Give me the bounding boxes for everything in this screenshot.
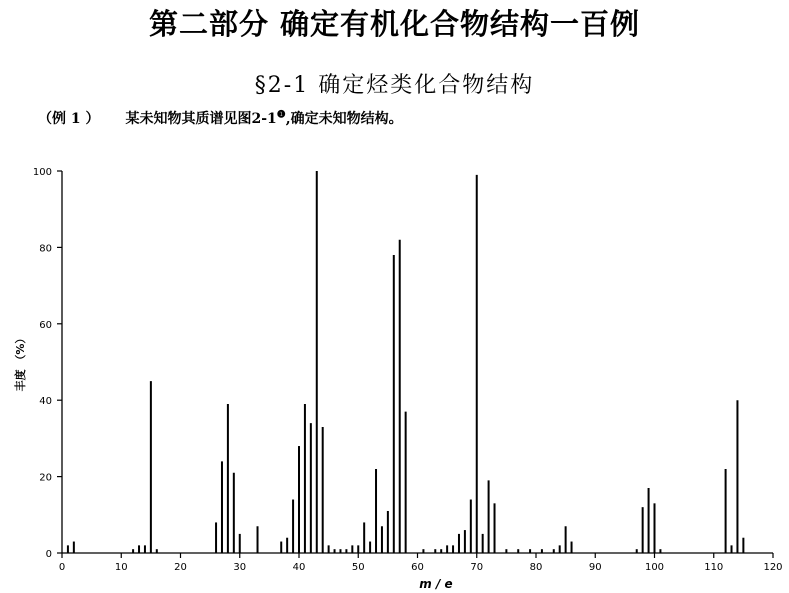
x-tick-label: 100: [644, 562, 665, 573]
x-tick-label: 60: [411, 562, 424, 573]
y-tick-label: 60: [39, 319, 52, 331]
x-tick-label: 40: [292, 562, 306, 573]
y-tick-label: 80: [39, 243, 52, 255]
footnote-mark: ❶: [276, 109, 286, 121]
x-tick-label: 90: [588, 562, 602, 573]
y-axis-label: 丰度 （%）: [14, 332, 27, 392]
peak-series: [68, 171, 743, 553]
x-tick-label: 20: [174, 562, 187, 573]
x-tick-label: 110: [704, 562, 724, 573]
y-tick-label: 100: [32, 167, 52, 178]
section-title: §2-1 确定烃类化合物结构: [254, 73, 535, 98]
y-tick-label: 0: [45, 549, 52, 560]
y-tick-label: 40: [39, 396, 52, 408]
y-tick-label: 20: [39, 472, 52, 484]
example-statement: [38, 108, 403, 128]
x-tick-label: 10: [114, 562, 128, 573]
example-text: 某未知物其质谱见图2-1: [125, 111, 277, 127]
x-ticks: [59, 553, 783, 573]
mass-spectrum-chart: [0, 150, 789, 593]
x-tick-label: 30: [233, 562, 247, 573]
example-text-end: ,确定未知物结构。: [285, 111, 403, 127]
part-title: 第二部分 确定有机化合物结构一百例: [148, 7, 641, 41]
x-tick-label: 120: [763, 562, 783, 573]
x-axis-label: m / e: [419, 577, 453, 591]
x-tick-label: 50: [351, 562, 365, 573]
x-tick-label: 70: [470, 562, 484, 573]
x-tick-label: 0: [58, 562, 66, 573]
y-ticks: [33, 167, 62, 560]
example-label: （例 1 ）: [38, 111, 100, 127]
x-tick-label: 80: [529, 562, 543, 573]
